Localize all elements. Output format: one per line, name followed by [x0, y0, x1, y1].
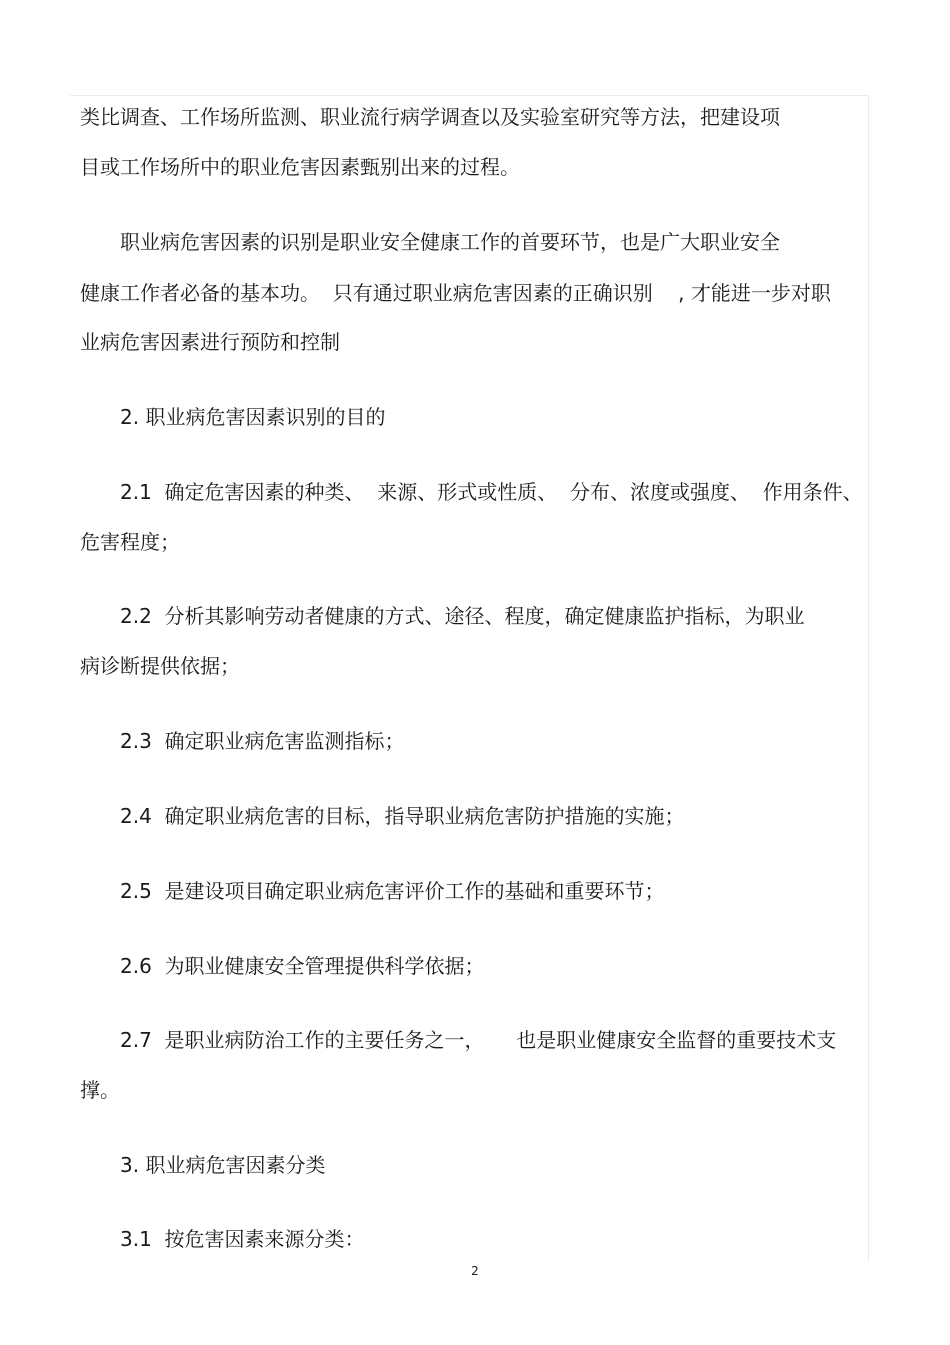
body-line-4: 健康工作者必备的基本功。 只有通过职业病危害因素的正确识别 , 才能进一步对职 — [80, 281, 831, 305]
item-2-2-line-2: 病诊断提供依据； — [80, 654, 240, 678]
item-2-3: 2.3 确定职业病危害监测指标； — [120, 729, 405, 753]
page-frame — [70, 95, 869, 1261]
item-2-5: 2.5 是建设项目确定职业病危害评价工作的基础和重要环节； — [120, 879, 665, 903]
body-line-5: 业病危害因素进行预防和控制 — [80, 330, 340, 354]
body-line-1: 类比调查、工作场所监测、职业流行病学调查以及实验室研究等方法，把建设项 — [80, 105, 780, 129]
item-2-7-line-1: 2.7 是职业病防治工作的主要任务之一， 也是职业健康安全监督的重要技术支 — [120, 1028, 837, 1052]
item-2-2-line-1: 2.2 分析其影响劳动者健康的方式、途径、程度，确定健康监护指标，为职业 — [120, 604, 805, 628]
item-3-1: 3.1 按危害因素来源分类： — [120, 1227, 365, 1251]
body-line-2: 目或工作场所中的职业危害因素甄别出来的过程。 — [80, 155, 520, 179]
item-2-7-line-2: 撑。 — [80, 1078, 120, 1102]
body-line-3: 职业病危害因素的识别是职业安全健康工作的首要环节，也是广大职业安全 — [120, 230, 780, 254]
item-2-4: 2.4 确定职业病危害的目标，指导职业病危害防护措施的实施； — [120, 804, 685, 828]
item-2-6: 2.6 为职业健康安全管理提供科学依据； — [120, 954, 485, 978]
item-2-1-line-2: 危害程度； — [80, 530, 180, 554]
section-heading-2: 2. 职业病危害因素识别的目的 — [120, 405, 386, 429]
page-number: 2 — [471, 1264, 479, 1278]
item-2-1-line-1: 2.1 确定危害因素的种类、 来源、形式或性质、 分布、浓度或强度、 作用条件、 — [120, 480, 863, 504]
section-heading-3: 3. 职业病危害因素分类 — [120, 1153, 326, 1177]
